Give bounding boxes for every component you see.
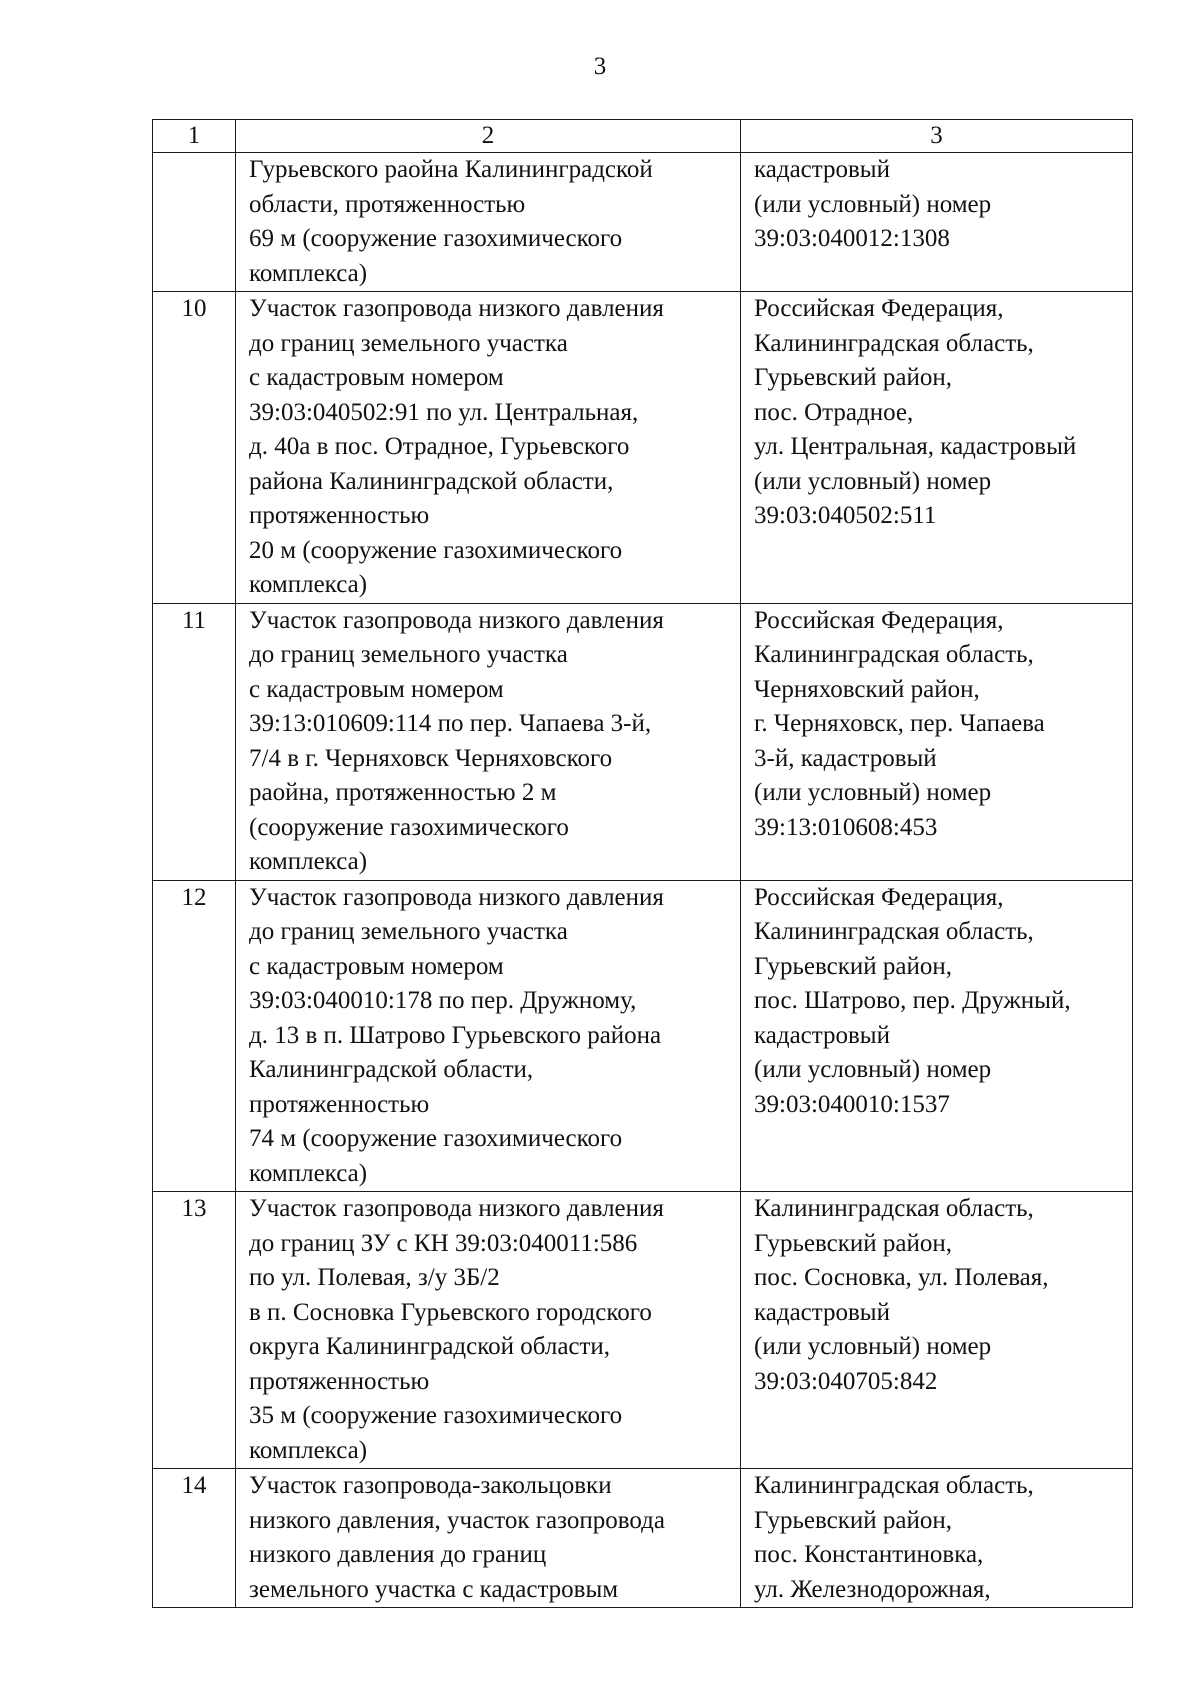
- description-line: 7/4 в г. Черняховск Черняховского: [249, 744, 613, 772]
- location-line: Российская Федерация,: [754, 606, 1004, 634]
- object-description: [236, 292, 741, 604]
- location-line: кадастровый: [754, 1021, 890, 1049]
- description-line: с кадастровым номером: [249, 675, 504, 703]
- column-header-3: 3: [741, 120, 1133, 153]
- row-number: 11: [153, 603, 236, 880]
- table-body: [153, 153, 1133, 1608]
- description-line: в п. Сосновка Гурьевского городского: [249, 1298, 652, 1326]
- row-number: 13: [153, 1192, 236, 1469]
- location-line: 3-й, кадастровый: [754, 744, 937, 772]
- row-number: 12: [153, 880, 236, 1192]
- description-line: до границ земельного участка: [249, 918, 568, 945]
- description-line: 69 м (сооружение газохимического: [249, 225, 623, 252]
- location-line: кадастровый: [754, 1298, 890, 1326]
- description-line: комплекса): [249, 1159, 368, 1187]
- location-line: Черняховский район,: [754, 675, 980, 703]
- description-line: комплекса): [249, 571, 368, 598]
- location-line: (или условный) номер: [754, 467, 992, 495]
- location-line: Калининградская область,: [754, 329, 1034, 357]
- description-line: области, протяженностью: [249, 190, 526, 218]
- object-description: [236, 603, 741, 880]
- description-line: района Калининградской области,: [249, 467, 614, 495]
- description-line: Участок газопровода низкого давления: [249, 606, 664, 634]
- table-row: [153, 292, 1133, 604]
- location-line: пос. Отрадное,: [754, 398, 914, 426]
- description-line: до границ земельного участка: [249, 641, 568, 668]
- location-line: 39:03:040502:511: [754, 502, 937, 529]
- table-row: [153, 1192, 1133, 1469]
- table-header-row: [153, 120, 1133, 153]
- location-line: пос. Константиновка,: [754, 1541, 984, 1568]
- description-line: комплекса): [249, 1436, 368, 1464]
- description-line: 39:13:010609:114 по пер. Чапаева 3-й,: [249, 710, 652, 737]
- table-row: [153, 153, 1133, 292]
- table-row: [153, 603, 1133, 880]
- location-line: (или условный) номер: [754, 190, 992, 218]
- description-line: (сооружение газохимического: [249, 813, 569, 841]
- row-number: [153, 153, 236, 292]
- description-line: 20 м (сооружение газохимического: [249, 536, 623, 564]
- description-line: округа Калининградской области,: [249, 1333, 611, 1360]
- column-header-2: 2: [236, 120, 741, 153]
- location-line: Калининградская область,: [754, 641, 1034, 668]
- description-line: комплекса): [249, 259, 368, 287]
- location-line: Российская Федерация,: [754, 295, 1004, 322]
- object-location: [741, 1469, 1133, 1608]
- description-line: Гурьевского раойна Калининградской: [249, 156, 653, 183]
- location-line: Калининградская область,: [754, 1472, 1034, 1499]
- location-line: Гурьевский район,: [754, 1506, 953, 1534]
- description-line: комплекса): [249, 848, 368, 875]
- description-line: д. 40а в пос. Отрадное, Гурьевского: [249, 433, 630, 460]
- description-line: раойна, протяженностью 2 м: [249, 779, 557, 806]
- object-location: [741, 603, 1133, 880]
- table-row: [153, 880, 1133, 1192]
- location-line: 39:03:040010:1537: [754, 1090, 950, 1118]
- description-line: д. 13 в п. Шатрово Гурьевского района: [249, 1021, 662, 1049]
- location-line: Калининградская область,: [754, 918, 1034, 945]
- description-line: низкого давления до границ: [249, 1541, 547, 1568]
- row-number: 10: [153, 292, 236, 604]
- object-location: [741, 1192, 1133, 1469]
- description-line: с кадастровым номером: [249, 952, 504, 980]
- location-line: Гурьевский район,: [754, 952, 953, 980]
- location-line: пос. Сосновка, ул. Полевая,: [754, 1264, 1049, 1291]
- description-line: 74 м (сооружение газохимического: [249, 1125, 623, 1152]
- description-line: Участок газопровода низкого давления: [249, 1195, 664, 1222]
- location-line: (или условный) номер: [754, 1056, 992, 1083]
- description-line: 39:03:040010:178 по пер. Дружному,: [249, 987, 637, 1014]
- description-line: 35 м (сооружение газохимического: [249, 1402, 623, 1429]
- object-description: [236, 880, 741, 1192]
- location-line: Гурьевский район,: [754, 1229, 953, 1257]
- description-line: протяженностью: [249, 502, 430, 529]
- location-line: ул. Центральная, кадастровый: [754, 433, 1077, 460]
- location-line: (или условный) номер: [754, 1333, 992, 1360]
- description-line: до границ земельного участка: [249, 329, 568, 357]
- object-description: [236, 153, 741, 292]
- location-line: Гурьевский район,: [754, 364, 953, 391]
- description-line: по ул. Полевая, з/у 3Б/2: [249, 1264, 500, 1291]
- description-line: с кадастровым номером: [249, 364, 504, 391]
- object-location: [741, 292, 1133, 604]
- location-line: пос. Шатрово, пер. Дружный,: [754, 987, 1071, 1014]
- location-line: Калининградская область,: [754, 1195, 1034, 1222]
- description-line: Участок газопровода-закольцовки: [249, 1472, 612, 1499]
- column-header-1: 1: [153, 120, 236, 153]
- row-number: 14: [153, 1469, 236, 1608]
- description-line: 39:03:040502:91 по ул. Центральная,: [249, 398, 639, 426]
- object-location: [741, 880, 1133, 1192]
- object-description: [236, 1192, 741, 1469]
- page-number: 3: [593, 53, 607, 80]
- property-table: [152, 119, 1133, 1608]
- table-row: [153, 1469, 1133, 1608]
- location-line: ул. Железнодорожная,: [754, 1575, 991, 1603]
- object-description: [236, 1469, 741, 1608]
- description-line: до границ ЗУ с КН 39:03:040011:586: [249, 1229, 638, 1257]
- description-line: Участок газопровода низкого давления: [249, 883, 664, 911]
- description-line: Участок газопровода низкого давления: [249, 295, 664, 322]
- location-line: 39:03:040012:1308: [754, 225, 950, 252]
- location-line: Российская Федерация,: [754, 883, 1004, 911]
- description-line: низкого давления, участок газопровода: [249, 1506, 665, 1534]
- description-line: Калининградской области,: [249, 1056, 534, 1083]
- object-location: [741, 153, 1133, 292]
- description-line: протяженностью: [249, 1090, 430, 1118]
- location-line: 39:13:010608:453: [754, 813, 938, 841]
- location-line: кадастровый: [754, 156, 890, 183]
- location-line: г. Черняховск, пер. Чапаева: [754, 710, 1045, 737]
- location-line: (или условный) номер: [754, 779, 992, 806]
- description-line: земельного участка с кадастровым: [249, 1575, 619, 1603]
- description-line: протяженностью: [249, 1367, 430, 1395]
- location-line: 39:03:040705:842: [754, 1367, 938, 1395]
